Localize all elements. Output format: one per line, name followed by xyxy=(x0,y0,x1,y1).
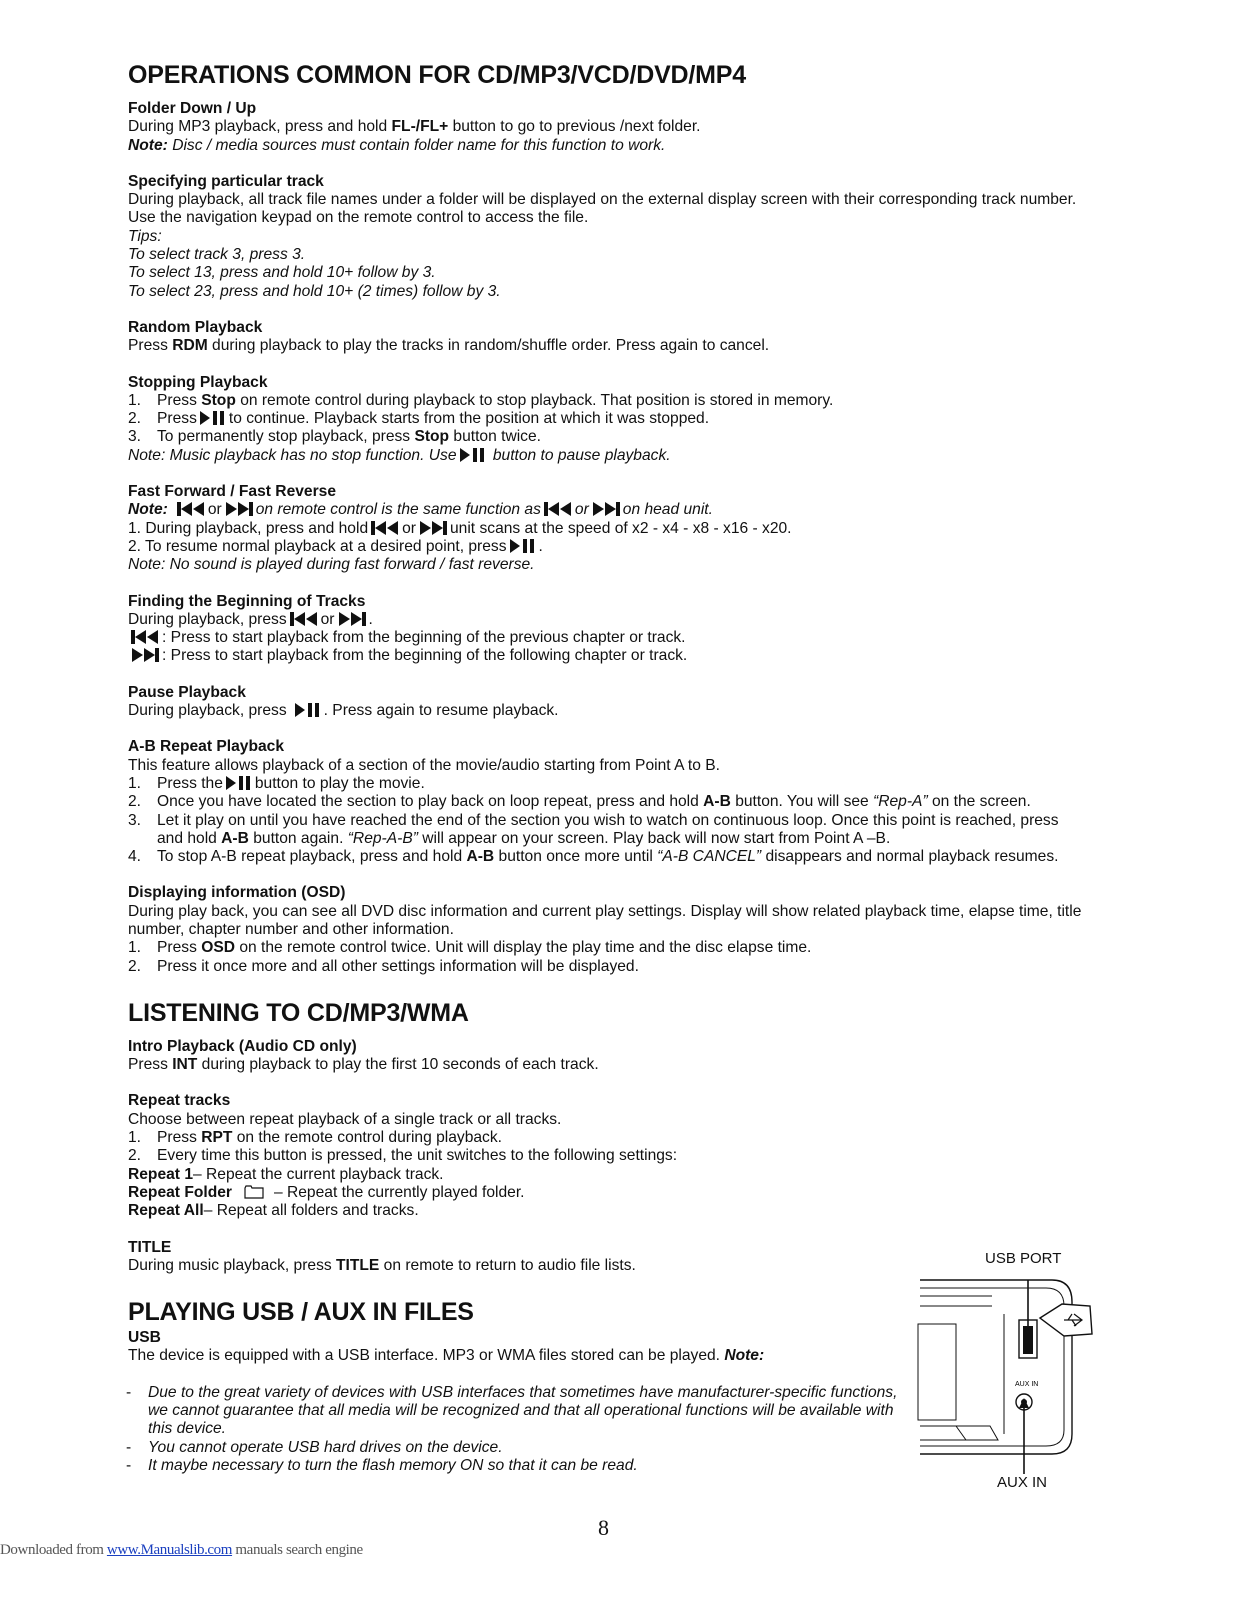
item-dash: - xyxy=(126,1438,132,1456)
text: It maybe necessary to turn the flash memory ON so that it can be read. xyxy=(148,1456,638,1474)
ff-note xyxy=(128,501,1088,519)
text: during playback to play the first 10 seconds of each track. xyxy=(197,1056,599,1074)
tips-label: Tips: xyxy=(128,227,162,245)
note-text: Disc / media sources must contain folder name for this function to work. xyxy=(167,136,666,154)
text: Press the xyxy=(157,774,223,792)
text: on remote control during playback to stop playback. That position is stored in memory. xyxy=(235,391,834,409)
button-name: OSD xyxy=(201,939,235,957)
item-number: 2. xyxy=(128,793,142,811)
intro-text xyxy=(128,1056,1088,1074)
text: button. You will see xyxy=(730,793,874,811)
track-heading: Specifying particular track xyxy=(128,172,324,190)
folder-icon xyxy=(244,1185,264,1199)
next-icon xyxy=(131,648,159,662)
button-name: RPT xyxy=(201,1129,233,1147)
prev-icon xyxy=(544,502,572,516)
text: button once more until xyxy=(494,848,658,866)
text: on remote control is the same function as xyxy=(255,501,541,519)
tip-line: To select 23, press and hold 10+ (2 times) follow by 3. xyxy=(128,282,501,300)
next-icon xyxy=(419,521,447,535)
item-number: 1. xyxy=(128,1129,142,1147)
list-item xyxy=(126,1384,918,1439)
text: During playback, press xyxy=(128,610,287,628)
pause-heading: Pause Playback xyxy=(128,683,246,701)
repeat-all-line xyxy=(128,1202,1088,1220)
text: on head unit. xyxy=(622,501,713,519)
list-item xyxy=(128,428,1088,446)
list-item xyxy=(128,1147,1088,1165)
next-icon xyxy=(225,502,253,516)
item-dash: - xyxy=(126,1383,132,1401)
text: The device is equipped with a USB interface. MP3 or WMA files stored can be played. xyxy=(128,1347,725,1365)
text: button twice. xyxy=(449,428,541,446)
item-number: 2. xyxy=(128,410,142,428)
ab-list xyxy=(128,775,1088,866)
footer xyxy=(0,1542,363,1559)
section-title-operations: OPERATIONS COMMON FOR CD/MP3/VCD/DVD/MP4 xyxy=(128,61,746,89)
next-icon xyxy=(592,502,620,516)
repeat-list xyxy=(128,1129,1088,1166)
repeat-heading: Repeat tracks xyxy=(128,1092,231,1110)
text: Press xyxy=(128,1056,173,1074)
usb-heading: USB xyxy=(128,1329,161,1347)
ab-section xyxy=(128,738,1088,866)
text: You cannot operate USB hard drives on the device. xyxy=(148,1438,503,1456)
track-section xyxy=(128,173,1088,301)
folder-heading: Folder Down / Up xyxy=(128,100,257,117)
item-number: 1. xyxy=(128,939,142,957)
osd-heading: Displaying information (OSD) xyxy=(128,884,346,902)
stop-note xyxy=(128,447,1088,465)
button-name: A-B xyxy=(221,829,249,847)
footer-text: Downloaded from xyxy=(0,1542,107,1558)
repeat-section xyxy=(128,1092,1088,1220)
note-label: Note: xyxy=(128,501,168,519)
section-title-listening: LISTENING TO CD/MP3/WMA xyxy=(128,998,469,1027)
pause-section xyxy=(128,684,1088,721)
text: Due to the great variety of devices with USB interfaces that sometimes have manufacturer-specific functions, we cannot guarantee that all media will be recognized and that all operational functions will be available with this device. xyxy=(148,1383,898,1438)
ab-heading: A-B Repeat Playback xyxy=(128,738,284,756)
text: Press xyxy=(157,939,202,957)
text: – Repeat the current playback track. xyxy=(193,1165,444,1183)
item-number: 3. xyxy=(128,811,142,829)
text: Press xyxy=(157,410,197,428)
item-number: 2. xyxy=(128,957,142,975)
text: will appear on your screen. Play back will now start from Point A –B. xyxy=(417,829,891,847)
head-unit-drawing xyxy=(912,1274,1097,1474)
prev-icon xyxy=(371,521,399,535)
text: button to go to previous /next folder. xyxy=(448,118,701,136)
note-label: Note: xyxy=(128,136,168,154)
find-line-1 xyxy=(128,611,1088,629)
text: – Repeat all folders and tracks. xyxy=(203,1202,419,1220)
random-text xyxy=(128,337,1088,355)
text: on the screen. xyxy=(927,793,1031,811)
section-title-usb: PLAYING USB / AUX IN FILES xyxy=(128,1298,474,1327)
list-item xyxy=(126,1457,918,1475)
ff-heading: Fast Forward / Fast Reverse xyxy=(128,483,336,501)
text: . xyxy=(368,610,373,628)
button-name: RDM xyxy=(172,337,208,355)
list-item xyxy=(128,793,1088,811)
text: or xyxy=(207,501,222,519)
list-item xyxy=(128,775,1088,793)
list-item xyxy=(128,958,1088,976)
footer-text: manuals search engine xyxy=(232,1542,363,1558)
item-number: 4. xyxy=(128,848,142,866)
usb-port-label: USB PORT xyxy=(985,1250,1062,1267)
button-name: A-B xyxy=(703,793,731,811)
text: on remote to return to audio file lists. xyxy=(379,1256,636,1274)
osd-intro: During play back, you can see all DVD disc information and current play settings. Display will show related playback time, elapse time, title number, chapter number and other information. xyxy=(128,902,1082,938)
folder-text xyxy=(128,118,1088,136)
text: During MP3 playback, press and hold xyxy=(128,118,392,136)
ff-line-2 xyxy=(128,538,1088,556)
text: Let it play on until you have reached the end of the section you wish to watch on continuous loop. Once this point is reached, press and hold xyxy=(157,811,1059,847)
screen-text: “Rep-A-B” xyxy=(347,829,418,847)
find-line-2 xyxy=(128,629,1088,647)
item-number: 1. xyxy=(128,391,142,409)
text: during playback to play the tracks in random/shuffle order. Press again to cancel. xyxy=(207,337,770,355)
mode-name: Repeat 1 xyxy=(128,1165,194,1183)
list-item xyxy=(128,1129,1088,1147)
manualslib-link[interactable]: www.Manualslib.com xyxy=(106,1542,233,1558)
text: on the remote control twice. Unit will display the play time and the disc elapse time. xyxy=(235,939,812,957)
head-unit-diagram xyxy=(912,1248,1097,1498)
screen-text: “Rep-A” xyxy=(873,793,928,811)
text: Press xyxy=(157,1129,202,1147)
track-body: During playback, all track file names under a folder will be displayed on the external display screen with their corresponding track number. Use the navigation keypad on the remote control to access the file. xyxy=(128,191,1077,227)
repeat-folder-line xyxy=(128,1184,1088,1202)
text: . Press again to resume playback. xyxy=(323,702,559,720)
text: disappears and normal playback resumes. xyxy=(761,848,1059,866)
folder-section xyxy=(128,100,1088,155)
text: button to pause playback. xyxy=(488,446,671,464)
random-heading: Random Playback xyxy=(128,318,263,336)
prev-icon xyxy=(131,630,159,644)
item-number: 2. xyxy=(128,1147,142,1165)
intro-section xyxy=(128,1038,1088,1075)
repeat-intro: Choose between repeat playback of a single track or all tracks. xyxy=(128,1110,562,1128)
osd-list xyxy=(128,939,1088,976)
text: on the remote control during playback. xyxy=(232,1129,502,1147)
list-item xyxy=(128,392,1088,410)
play-pause-icon xyxy=(295,703,321,717)
button-name: TITLE xyxy=(336,1256,380,1274)
tip-line: To select track 3, press 3. xyxy=(128,246,306,264)
button-name: INT xyxy=(172,1056,198,1074)
button-name: FL-/FL+ xyxy=(391,118,449,136)
text: unit scans at the speed of x2 - x4 - x8 - x16 - x20. xyxy=(450,519,792,537)
mode-name: Repeat All xyxy=(128,1202,204,1220)
text: Once you have located the section to play back on loop repeat, press and hold xyxy=(157,793,704,811)
text: or xyxy=(574,501,589,519)
find-line-3 xyxy=(128,647,1088,665)
item-number: 3. xyxy=(128,428,142,446)
title-heading: TITLE xyxy=(128,1238,172,1256)
random-section xyxy=(128,319,1088,356)
ff-note-2: Note: No sound is played during fast forward / fast reverse. xyxy=(128,556,535,574)
usb-text xyxy=(128,1347,918,1365)
aux-in-small-label: AUX IN xyxy=(1015,1381,1039,1388)
text: : Press to start playback from the beginning of the previous chapter or track. xyxy=(162,629,686,647)
page-number: 8 xyxy=(598,1515,609,1540)
list-item xyxy=(128,410,1088,428)
text: button to play the movie. xyxy=(254,774,425,792)
ff-section xyxy=(128,483,1088,574)
text: Note: Music playback has no stop function. Use xyxy=(128,446,457,464)
ff-line-1 xyxy=(128,520,1088,538)
item-number: 1. xyxy=(128,774,142,792)
text: to continue. Playback starts from the position at which it was stopped. xyxy=(228,410,710,428)
text: To stop A-B repeat playback, press and hold xyxy=(157,848,467,866)
folder-note xyxy=(128,137,1088,155)
text: button again. xyxy=(248,829,348,847)
find-heading: Finding the Beginning of Tracks xyxy=(128,592,366,610)
prev-icon xyxy=(177,502,205,516)
text: 1. During playback, press and hold xyxy=(128,519,369,537)
item-dash: - xyxy=(126,1456,132,1474)
next-icon xyxy=(338,612,366,626)
text: Every time this button is pressed, the unit switches to the following settings: xyxy=(157,1147,678,1165)
repeat-1-line xyxy=(128,1166,1088,1184)
text: 2. To resume normal playback at a desired point, press xyxy=(128,537,507,555)
usb-notes-list xyxy=(126,1384,918,1475)
tip-line: To select 13, press and hold 10+ follow by 3. xyxy=(128,264,436,282)
text: : Press to start playback from the beginning of the following chapter or track. xyxy=(162,647,688,665)
list-item xyxy=(128,848,1088,866)
stop-heading: Stopping Playback xyxy=(128,373,268,391)
pause-text xyxy=(128,702,1088,720)
list-item xyxy=(126,1439,918,1457)
stop-list xyxy=(128,392,1088,447)
stop-section xyxy=(128,374,1088,465)
text: To permanently stop playback, press xyxy=(157,428,415,446)
usb-section xyxy=(128,1329,918,1475)
text: Press xyxy=(128,337,173,355)
play-pause-icon xyxy=(460,448,486,462)
screen-text: “A-B CANCEL” xyxy=(657,848,762,866)
intro-heading: Intro Playback (Audio CD only) xyxy=(128,1037,357,1055)
mode-name: Repeat Folder xyxy=(128,1183,232,1201)
text: or xyxy=(402,519,416,537)
play-pause-icon xyxy=(226,776,252,790)
play-pause-icon xyxy=(510,539,536,553)
text: Press xyxy=(157,391,202,409)
ab-intro: This feature allows playback of a section of the movie/audio starting from Point A to B. xyxy=(128,756,721,774)
play-pause-icon xyxy=(200,411,226,425)
button-name: Stop xyxy=(201,391,236,409)
find-section xyxy=(128,593,1088,666)
list-item xyxy=(128,812,1088,849)
text: During playback, press xyxy=(128,702,287,720)
osd-section xyxy=(128,884,1088,975)
button-name: Stop xyxy=(414,428,450,446)
note-label: Note: xyxy=(724,1347,765,1365)
text: Press it once more and all other settings information will be displayed. xyxy=(157,957,639,975)
text: or xyxy=(320,610,335,628)
text: During music playback, press xyxy=(128,1256,336,1274)
list-item xyxy=(128,939,1088,957)
button-name: A-B xyxy=(466,848,495,866)
text: . xyxy=(538,537,543,555)
aux-in-label: AUX IN xyxy=(997,1474,1048,1491)
text: – Repeat the currently played folder. xyxy=(273,1183,525,1201)
prev-icon xyxy=(290,612,318,626)
